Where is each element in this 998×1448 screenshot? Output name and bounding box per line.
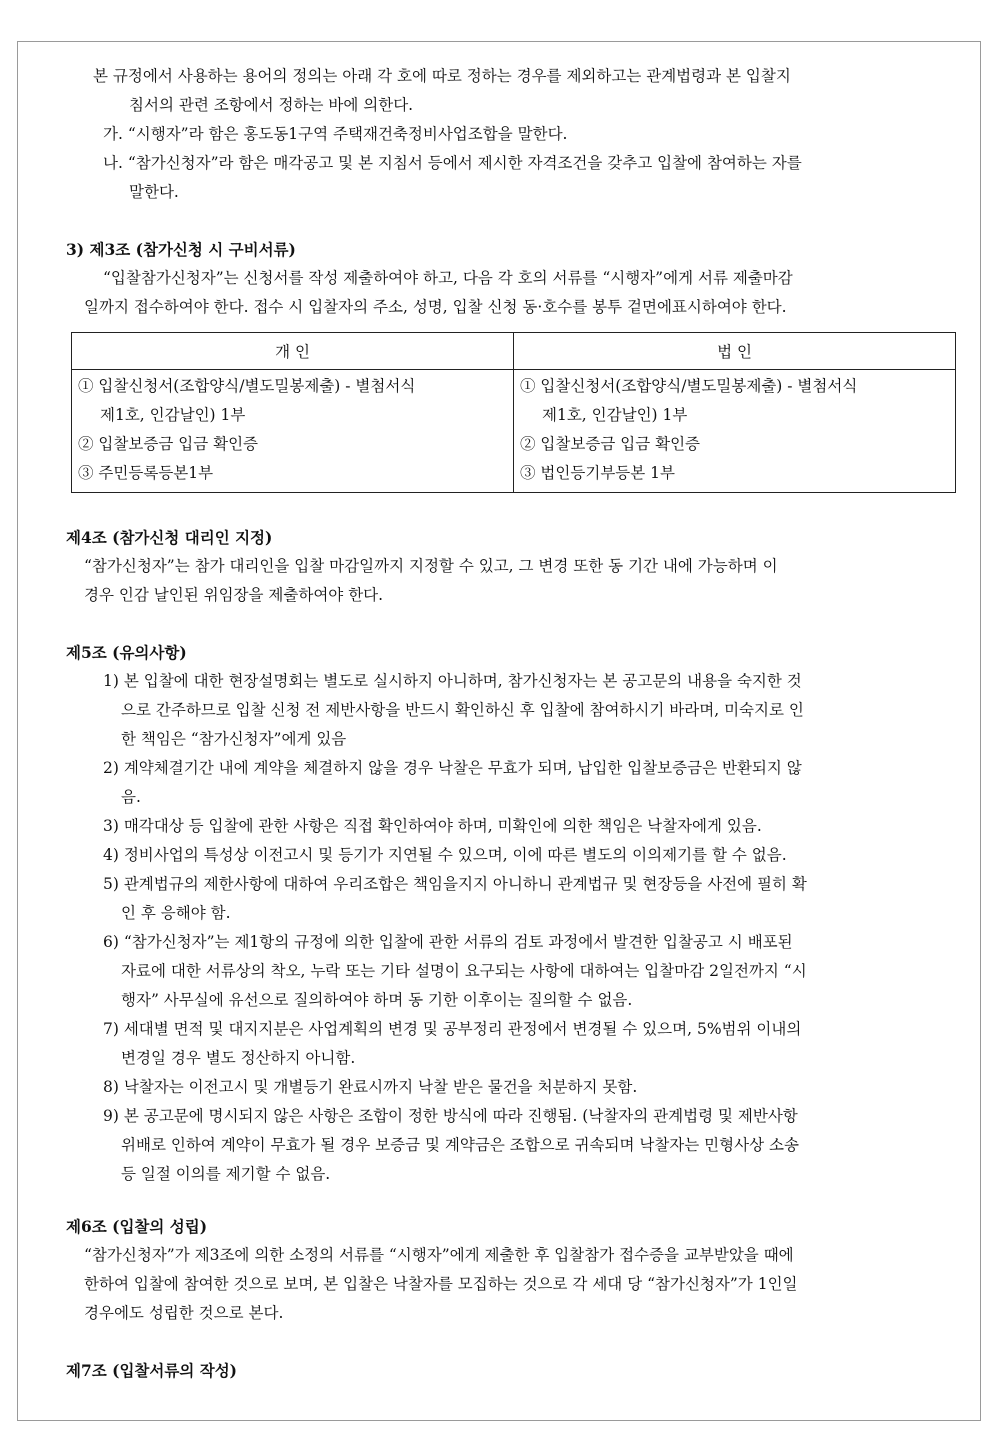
art6-heading: 제6조 (입찰의 성립) — [66, 1217, 208, 1236]
individual-doc-1-line1: ① 입찰신청서(조합양식/별도밀봉제출) - 별첨서식 — [78, 377, 416, 395]
art5-item-1-line2: 으로 간주하므로 입찰 신청 전 제반사항을 반드시 확인하신 후 입찰에 참여하시기 바라며, 미숙지로 인 — [121, 701, 804, 719]
col-corporate-header: 법 인 — [514, 333, 956, 370]
art3-line2: 일까지 접수하여야 한다. 접수 시 입찰자의 주소, 성명, 입찰 신청 동·호수를 봉투 겉면에표시하여야 한다. — [84, 298, 787, 316]
art2-item-na-line1: 나. “참가신청자”라 함은 매각공고 및 본 지침서 등에서 제시한 자격조건을 갖추고 입찰에 참여하는 자를 — [103, 154, 802, 172]
art5-item-6-line3: 행자” 사무실에 유선으로 질의하여야 하며 동 기한 이후이는 질의할 수 없음. — [121, 991, 633, 1009]
art5-item-1-line3: 한 책임은 “참가신청자”에게 있음 — [121, 730, 347, 748]
art4-heading: 제4조 (참가신청 대리인 지정) — [66, 528, 273, 547]
corporate-doc-1-line1: ① 입찰신청서(조합양식/별도밀봉제출) - 별첨서식 — [520, 377, 858, 395]
art6-line2: 한하여 입찰에 참여한 것으로 보며, 본 입찰은 낙찰자를 모집하는 것으로 각 세대 당 “참가신청자”가 1인일 — [84, 1275, 798, 1293]
art3-heading: 3) 제3조 (참가신청 시 구비서류) — [66, 240, 296, 259]
art5-item-6-line2: 자료에 대한 서류상의 착오, 누락 또는 기타 설명이 요구되는 사항에 대하여는 입찰마감 2일전까지 “시 — [121, 962, 807, 980]
individual-doc-2: ② 입찰보증금 입금 확인증 — [78, 435, 259, 453]
art5-item-5-line1: 5) 관계법규의 제한사항에 대하여 우리조합은 책임을지지 아니하니 관계법규 및 현장등을 사전에 필히 확 — [103, 875, 807, 893]
required-documents-table — [71, 332, 956, 493]
individual-docs-cell — [72, 370, 514, 493]
art2-item-na-line2: 말한다. — [129, 183, 179, 201]
individual-doc-3: ③ 주민등록등본1부 — [78, 464, 214, 482]
art5-item-9-line2: 위배로 인하여 계약이 무효가 될 경우 보증금 및 계약금은 조합으로 귀속되며 낙찰자는 민형사상 소송 — [121, 1136, 799, 1154]
art6-line1: “참가신청자”가 제3조에 의한 소정의 서류를 “시행자”에게 제출한 후 입찰참가 접수증을 교부받았을 때에 — [84, 1246, 794, 1264]
corporate-doc-1-line2: 제1호, 인감날인) 1부 — [542, 406, 688, 424]
col-individual-header: 개 인 — [72, 333, 514, 370]
corporate-docs-cell — [514, 370, 956, 493]
art2-item-ga: 가. “시행자”라 함은 홍도동1구역 주택재건축정비사업조합을 말한다. — [103, 125, 568, 143]
art5-item-9-line1: 9) 본 공고문에 명시되지 않은 사항은 조합이 정한 방식에 따라 진행됨. (낙찰자의 관계법령 및 제반사항 — [103, 1107, 798, 1125]
corporate-doc-2: ② 입찰보증금 입금 확인증 — [520, 435, 701, 453]
art6-line3: 경우에도 성립한 것으로 본다. — [84, 1304, 284, 1322]
art5-item-2-line2: 음. — [121, 788, 141, 806]
art4-line2: 경우 인감 날인된 위임장을 제출하여야 한다. — [84, 586, 384, 604]
corporate-doc-3: ③ 법인등기부등본 1부 — [520, 464, 676, 482]
art5-heading: 제5조 (유의사항) — [66, 643, 187, 662]
art2-intro-line1: 본 규정에서 사용하는 용어의 정의는 아래 각 호에 따로 정하는 경우를 제외하고는 관계법령과 본 입찰지 — [93, 67, 791, 85]
art5-item-2-line1: 2) 계약체결기간 내에 계약을 체결하지 않을 경우 낙찰은 무효가 되며, 납입한 입찰보증금은 반환되지 않 — [103, 759, 802, 777]
art5-item-1-line1: 1) 본 입찰에 대한 현장설명회는 별도로 실시하지 아니하며, 참가신청자는 본 공고문의 내용을 숙지한 것 — [103, 672, 802, 690]
individual-doc-1-line2: 제1호, 인감날인) 1부 — [100, 406, 246, 424]
art5-item-7-line2: 변경일 경우 별도 정산하지 아니함. — [121, 1049, 356, 1067]
art7-heading: 제7조 (입찰서류의 작성) — [66, 1361, 238, 1380]
art5-item-4-line1: 4) 정비사업의 특성상 이전고시 및 등기가 지연될 수 있으며, 이에 따른 별도의 이의제기를 할 수 없음. — [103, 846, 787, 864]
art5-item-3-line1: 3) 매각대상 등 입찰에 관한 사항은 직접 확인하여야 하며, 미확인에 의한 책임은 낙찰자에게 있음. — [103, 817, 762, 835]
art5-item-6-line1: 6) “참가신청자”는 제1항의 규정에 의한 입찰에 관한 서류의 검토 과정에서 발견한 입찰공고 시 배포된 — [103, 933, 793, 951]
art5-item-9-line3: 등 일절 이의를 제기할 수 없음. — [121, 1165, 331, 1183]
art5-item-7-line1: 7) 세대별 면적 및 대지지분은 사업계획의 변경 및 공부정리 관정에서 변경될 수 있으며, 5%범위 이내의 — [103, 1020, 802, 1038]
art5-item-5-line2: 인 후 응해야 함. — [121, 904, 231, 922]
art2-intro-line2: 침서의 관련 조항에서 정하는 바에 의한다. — [129, 96, 414, 114]
art4-line1: “참가신청자”는 참가 대리인을 입찰 마감일까지 지정할 수 있고, 그 변경 또한 동 기간 내에 가능하며 이 — [84, 557, 778, 575]
art3-line1: “입찰참가신청자”는 신청서를 작성 제출하여야 하고, 다음 각 호의 서류를 “시행자”에게 서류 제출마감 — [103, 269, 793, 287]
art5-item-8-line1: 8) 낙찰자는 이전고시 및 개별등기 완료시까지 낙찰 받은 물건을 처분하지 못함. — [103, 1078, 638, 1096]
